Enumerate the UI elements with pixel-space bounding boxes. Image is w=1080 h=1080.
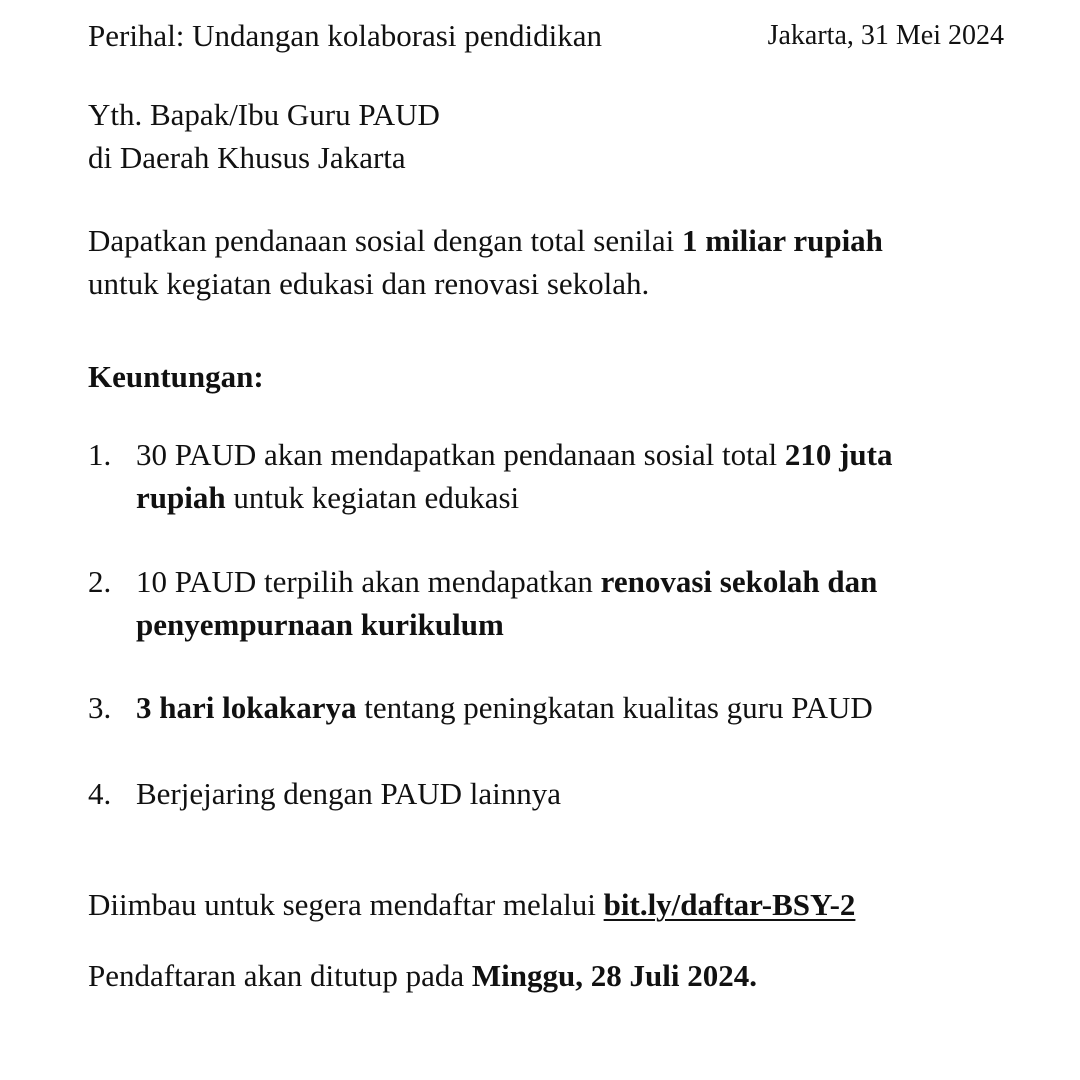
benefit-1-number: 1. bbox=[88, 437, 112, 472]
subject-line: Perihal: Undangan kolaborasi pendidikan bbox=[88, 18, 602, 53]
benefit-2-text: 10 PAUD terpilih akan mendapatkan bbox=[136, 564, 601, 599]
benefit-4-line-1: Berjejaring dengan PAUD lainnya bbox=[136, 776, 562, 811]
benefit-1-text: 30 PAUD akan mendapatkan pendanaan sosial total bbox=[136, 437, 785, 472]
benefit-3-text: tentang peningkatan kualitas guru PAUD bbox=[356, 690, 873, 725]
benefits-heading: Keuntungan: bbox=[88, 359, 264, 394]
closing-deadline: Minggu, 28 Juli 2024. bbox=[471, 958, 757, 993]
closing-line bbox=[88, 957, 757, 995]
benefit-2-line-2 bbox=[136, 603, 504, 646]
registration-link[interactable]: bit.ly/daftar-BSY-2 bbox=[603, 887, 856, 922]
benefit-1-line-2 bbox=[136, 476, 519, 519]
intro-line-2: untuk kegiatan edukasi dan renovasi sekolah. bbox=[88, 266, 650, 301]
cta-line bbox=[88, 886, 855, 924]
closing-text: Pendaftaran akan ditutup pada bbox=[88, 958, 472, 993]
benefit-3-number: 3. bbox=[88, 690, 112, 725]
intro-text: Dapatkan pendanaan sosial dengan total senilai bbox=[88, 223, 682, 258]
recipient-line-1: Yth. Bapak/Ibu Guru PAUD bbox=[88, 97, 440, 132]
benefit-1-amount-cont: rupiah bbox=[136, 480, 226, 515]
benefit-2-line-1 bbox=[136, 560, 877, 603]
benefit-3-line-1 bbox=[136, 686, 873, 729]
benefit-2-highlight: renovasi sekolah dan bbox=[600, 564, 878, 599]
benefit-4-number: 4. bbox=[88, 776, 112, 811]
benefit-1-amount: 210 juta bbox=[784, 437, 893, 472]
letter-date: Jakarta, 31 Mei 2024 bbox=[767, 20, 1004, 51]
benefit-1-text-cont: untuk kegiatan edukasi bbox=[225, 480, 520, 515]
benefit-3-highlight: 3 hari lokakarya bbox=[136, 690, 357, 725]
benefit-2-number: 2. bbox=[88, 564, 112, 599]
benefit-2-highlight-cont: penyempurnaan kurikulum bbox=[136, 607, 504, 642]
cta-text: Diimbau untuk segera mendaftar melalui bbox=[88, 887, 604, 922]
benefit-1-line-1 bbox=[136, 433, 892, 476]
recipient-line-2: di Daerah Khusus Jakarta bbox=[88, 140, 406, 175]
intro-line-1 bbox=[88, 222, 883, 260]
intro-amount: 1 miliar rupiah bbox=[681, 223, 883, 258]
